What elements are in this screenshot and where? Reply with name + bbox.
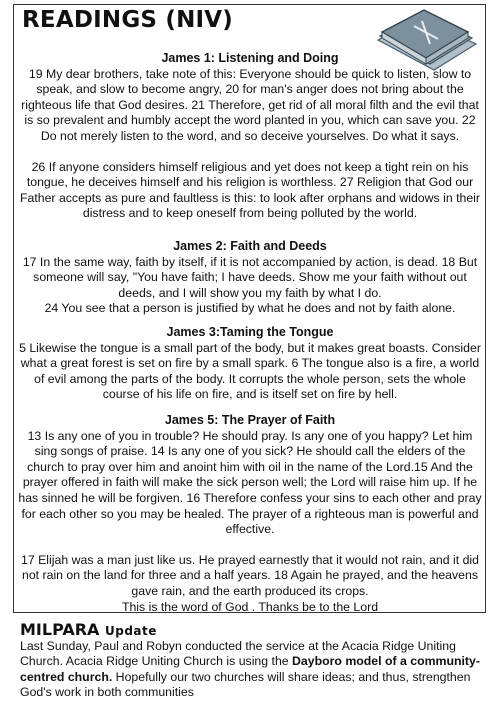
reading-james-5 xyxy=(16,413,484,615)
reading-paragraph: 24 You see that a person is justified by what he does and not by faith alone. xyxy=(44,301,456,316)
milpara-heading xyxy=(20,620,157,639)
milpara-update-text xyxy=(20,639,482,701)
reading-heading: James 3:Taming the Tongue xyxy=(166,325,334,339)
reading-james-3 xyxy=(16,325,484,403)
reading-paragraph: 17 Elijah was a man just like us. He prayed earnestly that it would not rain, and it did not rain on the land for three and a half years. 18 Again he prayed, and the heavens gave rain, and the earth produced its crops. xyxy=(21,552,479,598)
page-title: READINGS (NIV) xyxy=(22,7,234,33)
reading-james-1 xyxy=(16,51,484,222)
reading-paragraph: 13 Is any one of you in trouble? He should pray. Is any one of you happy? Let him sing songs of praise. 14 Is any one of you sick? He should call the elders of the church to pray over him and anoint him with oil in the name of the Lord.15 And the prayer offered in faith will make the sick person well; the Lord will raise him up. If he has sinned he will be forgiven. 16 Therefore confess your sins to each other and pray for each other so you may be healed. The prayer of a righteous man is powerful and effective. xyxy=(18,428,482,537)
reading-paragraph: 26 If anyone considers himself religious and yet does not keep a tight rein on his tongue, he deceives himself and his religion is worthless. 27 Religion that God our Father accepts as pure and faultless is this: to look after orphans and widows in their distress and to keep oneself from being polluted by the world. xyxy=(19,159,480,221)
reading-heading: James 1: Listening and Doing xyxy=(161,51,339,65)
milpara-text-bold: Dayboro model of a community-centred church. xyxy=(20,654,480,684)
milpara-text-before: Last Sunday, Paul and Robyn conducted the service at the Acacia Ridge Uniting Church. Acacia Ridge Uniting Church is using the xyxy=(20,639,456,669)
reading-heading: James 5: The Prayer of Faith xyxy=(164,413,336,427)
reading-paragraph: 19 My dear brothers, take note of this: Everyone should be quick to listen, slow to speak, and slow to become angry, 20 for man's anger does not bring about the righteous life that God desires. 21 Therefore, get rid of all moral filth and the evil that is so prevalent and humbly accept the word planted in you, which can save you. 22 Do not merely listen to the word, and so deceive yourselves. Do what it says. xyxy=(21,66,479,143)
reading-heading: James 2: Faith and Deeds xyxy=(173,239,327,253)
reading-closing: This is the word of God . Thanks be to the Lord xyxy=(121,599,379,614)
milpara-heading-rest: Update xyxy=(105,624,157,638)
milpara-heading-main: MILPARA xyxy=(20,620,100,639)
reading-james-2 xyxy=(16,239,484,317)
milpara-text-after: Hopefully our two churches will share ideas; and thus, strengthen God's work in both communities xyxy=(20,669,471,700)
reading-paragraph: 5 Likewise the tongue is a small part of the body, but it makes great boasts. Consider what a great forest is set on fire by a small spark. 6 The tongue also is a fire, a world of evil among the parts of the body. It corrupts the whole person, sets the whole course of his life on fire, and is itself set on fire by hell. xyxy=(19,340,481,402)
reading-paragraph: 17 In the same way, faith by itself, if it is not accompanied by action, is dead. 18 But someone will say, "You have faith; I have deeds. Show me your faith without out deeds, and I will show you my faith by what I do. xyxy=(22,254,478,300)
